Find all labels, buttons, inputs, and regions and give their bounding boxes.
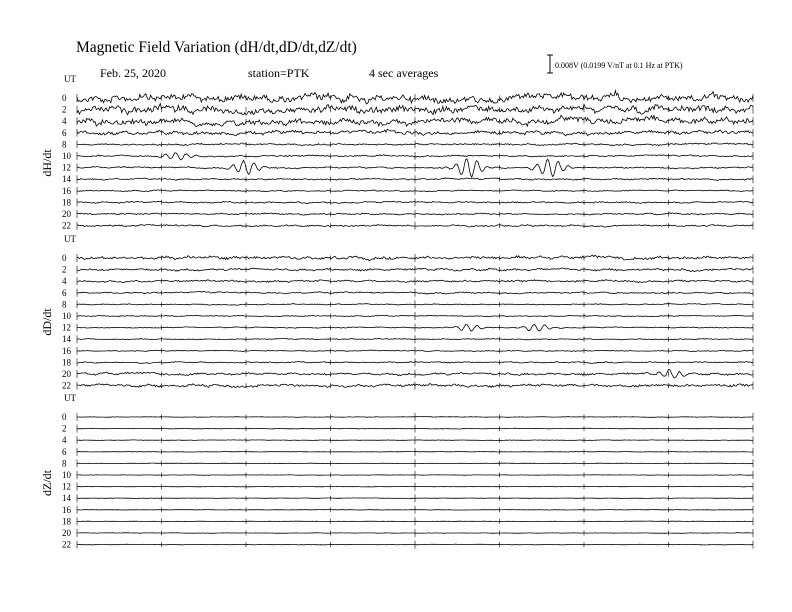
panel-ylabel: dD/dt — [40, 308, 54, 336]
row-label-2: 2 — [62, 104, 67, 115]
row-label-14: 14 — [62, 334, 71, 345]
row-label-10: 10 — [62, 470, 71, 480]
row-label-8: 8 — [62, 139, 67, 150]
row-label-8: 8 — [62, 299, 67, 310]
panel-ylabel: dH/dt — [40, 149, 54, 177]
date-label: Feb. 25, 2020 — [100, 66, 166, 80]
row-label-20: 20 — [62, 369, 71, 379]
row-label-2: 2 — [62, 264, 67, 275]
row-label-16: 16 — [62, 345, 71, 356]
row-label-2: 2 — [62, 423, 67, 434]
row-label-16: 16 — [62, 185, 71, 196]
row-label-18: 18 — [62, 197, 71, 208]
averaging-label: 4 sec averages — [369, 66, 439, 80]
row-label-10: 10 — [62, 151, 71, 161]
scale-label: 0.008V (0.0199 V/nT at 0.1 Hz at PTK) — [555, 61, 683, 70]
row-label-22: 22 — [62, 539, 71, 550]
row-label-4: 4 — [62, 276, 67, 287]
row-label-20: 20 — [62, 528, 71, 538]
row-label-6: 6 — [62, 127, 67, 138]
row-label-0: 0 — [62, 412, 67, 422]
ut-label: UT — [64, 74, 76, 84]
row-label-16: 16 — [62, 504, 71, 515]
row-label-0: 0 — [62, 93, 67, 103]
row-label-6: 6 — [62, 287, 67, 298]
row-label-20: 20 — [62, 209, 71, 219]
panel-ylabel: dZ/dt — [40, 470, 54, 496]
row-label-6: 6 — [62, 446, 67, 457]
row-label-12: 12 — [62, 481, 71, 492]
row-label-14: 14 — [62, 174, 71, 185]
row-label-4: 4 — [62, 435, 67, 446]
row-label-14: 14 — [62, 493, 71, 504]
station-label: station=PTK — [248, 66, 310, 80]
chart-title: Magnetic Field Variation (dH/dt,dD/dt,dZ/dt) — [76, 39, 357, 56]
row-label-22: 22 — [62, 380, 71, 391]
row-label-12: 12 — [62, 162, 71, 173]
row-label-12: 12 — [62, 322, 71, 333]
row-label-0: 0 — [62, 253, 67, 263]
row-label-4: 4 — [62, 116, 67, 127]
row-label-18: 18 — [62, 357, 71, 368]
row-label-8: 8 — [62, 458, 67, 469]
row-label-22: 22 — [62, 220, 71, 231]
row-label-18: 18 — [62, 516, 71, 527]
ut-label: UT — [64, 393, 76, 403]
ut-label: UT — [64, 234, 76, 244]
row-label-10: 10 — [62, 311, 71, 321]
